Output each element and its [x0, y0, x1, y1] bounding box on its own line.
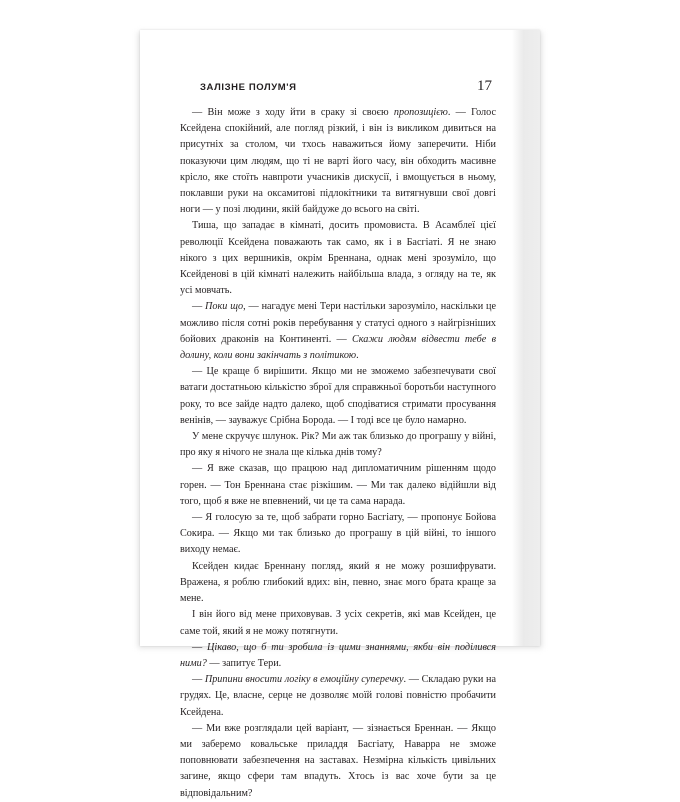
text-run: — [192, 301, 206, 313]
text-run: — [192, 641, 208, 653]
paragraph [180, 721, 496, 802]
text-run: Тиша, що западає в кімнаті, досить промовиста. В Асамблеї цієї революції Ксейдена поважають так само, як і в Басгіаті. Я не знаю нікого з цих вершників, окрім Бреннана, однак мені зрозуміло, що Ксейденові в цій кімнаті належить найбільша влада, з огляду на те, як усі мовчать. [180, 220, 496, 297]
paragraph [180, 510, 496, 559]
page-number: 17 [477, 78, 492, 94]
text-run: — Я вже сказав, що працюю над дипломатичним рішенням щодо горен. — Тон Бреннана стає різкішим. — Ми так далеко відійшли від того, щоб я вже не впевнений, чи це та сама нарада. [180, 463, 496, 507]
running-head-title: ЗАЛІЗНЕ ПОЛУМ'Я [200, 82, 297, 93]
text-run: — Я голосую за те, щоб забрати горно Басгіату, — пропонує Бойова Сокира. — Якщо ми так близько до програшу в цій війні, то іншого виходу немає. [180, 512, 496, 556]
text-run: І він його від мене приховував. З усіх секретів, які мав Ксейден, це саме той, який я не можу потягнути. [180, 609, 496, 637]
italic-text: Скажи людям відвести тебе в долину, коли вони закінчать з політикою [180, 333, 496, 362]
paragraph [180, 640, 496, 672]
italic-text: пропозицією [393, 107, 448, 118]
text-run: Ксейден кидає Бреннану погляд, який я не можу розшифрувати. Вражена, я роблю глибокий вдих: він, певно, знає мого брата краще за мене. [180, 560, 496, 605]
text-run: , — нагадує мені Тери настільки зарозуміло, наскільки це можливо після сотні років перебування у статусі одного з найгрізніших бойових драконів на Континенті. — [180, 301, 496, 345]
text-run: — Ми вже розглядали цей варіант, — зізнається Бреннан. — Якщо ми заберемо ковальське приладдя Басгіату, Наварра не зможе поповнювати забезпечення на заставах. Незмірна кількість цивільних загине, якщо сфери там впадуть. Хтось із вас хоче бути за це відповідальним? [180, 722, 496, 799]
text-run: . — Голос Ксейдена спокійний, але погляд різкий, і він із викликом дивиться на присутніх за столом, чи тхось наважиться йому заперечити. Ніби показуючи цим людям, що ті не варті його часу, він обходить масивне крісло, яке стоїть навпроти учасників дискусії, і вмощується в ньому, поклавши руки на оксамитові підлокітники та витягнувши свої довгі ноги — у позі людини, якій байдуже до всього на світі. [180, 107, 497, 216]
paragraph [180, 461, 496, 510]
paragraph [180, 105, 496, 218]
text-run: — Це краще б вирішити. Якщо ми не зможемо забезпечувати свої ватаги достатньою кількістю зброї для справжньої боротьби наступного року, то все зайде надто далеко, щоб сподіватися стримати просування венінів, — зауважує Срібна Борода. — І тоді все це було намарно. [180, 366, 496, 426]
page-edge-shading [512, 30, 540, 646]
text-run: . — Складаю руки на грудях. Це, власне, серце не дозволяє моїй голові повністю пробачити Ксейдена. [180, 674, 496, 718]
paragraph [180, 364, 496, 429]
text-run: У мене скручує шлунок. Рік? Ми аж так близько до програшу у війні, про яку я нічого не знала ще кілька днів тому? [180, 431, 496, 459]
paragraph [180, 218, 496, 299]
paragraph [180, 607, 496, 639]
paragraph [180, 559, 496, 608]
text-run: — [192, 674, 205, 686]
italic-text: Поки що [205, 301, 244, 313]
italic-text: Припини вносити логіку в емоційну суперечку [204, 674, 404, 686]
paragraph [180, 672, 496, 721]
text-run: — запитує Тери. [206, 657, 282, 669]
text-run: . [356, 350, 359, 362]
paragraph [180, 299, 496, 364]
text-run: — Він може з ходу йти в сраку зі своєю [192, 107, 394, 118]
running-head [200, 78, 492, 98]
italic-text: Цікаво, що б ти зробила із цими знаннями, якби він поділився ними? [180, 641, 496, 669]
paragraph [180, 429, 496, 461]
body-text [180, 105, 496, 802]
